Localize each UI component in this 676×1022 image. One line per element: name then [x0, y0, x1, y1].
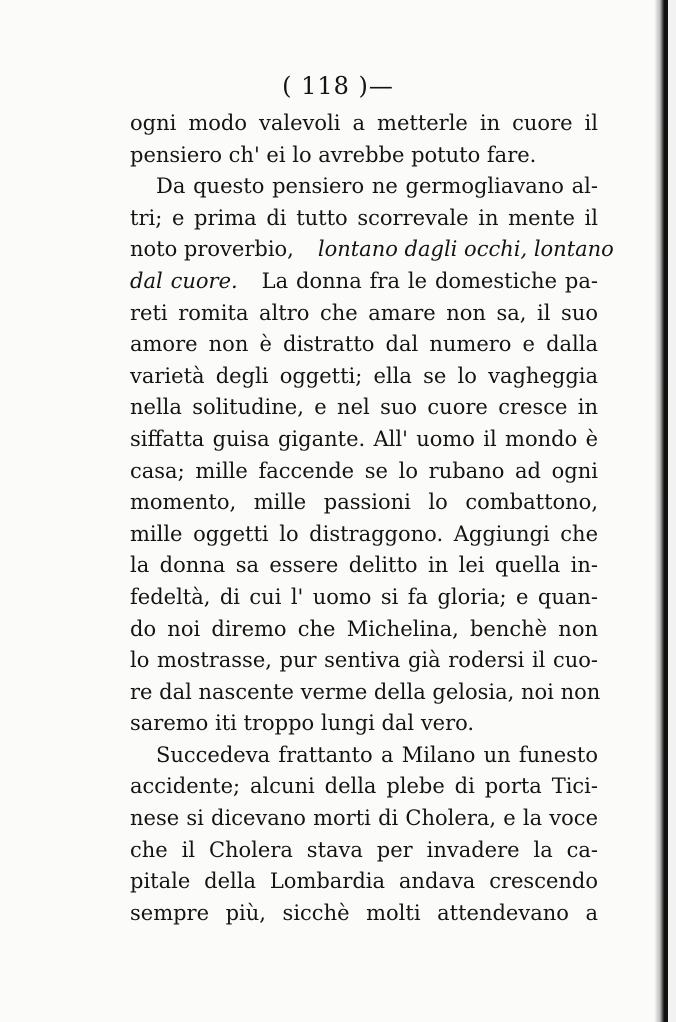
text-line: nese si dicevano morti di Cholera, e la voce [130, 806, 598, 831]
text-line: momento, mille passioni lo combattono, [130, 490, 598, 515]
page-edge [668, 0, 676, 1022]
text-segment: noto proverbio, [130, 237, 294, 262]
text-line: pitale della Lombardia andava crescendo [130, 869, 598, 894]
text-line: saremo iti troppo lungi dal vero. [130, 711, 475, 736]
text-line: do noi diremo che Michelina, benchè non [130, 616, 598, 641]
italic-segment: lontano dagli occhi, lontano [317, 237, 614, 262]
text-line: pensiero ch' ei lo avrebbe potuto fare. [130, 142, 537, 167]
text-line: Da questo pensiero ne germogliavano al- [156, 174, 598, 199]
text-line: nella solitudine, e nel suo cuore cresce in [130, 395, 598, 420]
text-line: reti romita altro che amare non sa, il suo [130, 300, 598, 325]
text-line: varietà degli oggetti; ella se lo vagheggia [130, 363, 598, 388]
text-line: amore non è distratto dal numero e dalla [130, 332, 598, 357]
text-line: re dal nascente verme della gelosia, noi non [130, 679, 601, 704]
binding-shadow [654, 0, 664, 1022]
text-line: Succedeva frattanto a Milano un funesto [156, 742, 598, 767]
text-line: accidente; alcuni della plebe di porta Tici- [130, 774, 598, 799]
text-line [130, 234, 614, 266]
text-line: casa; mille faccende se lo rubano ad ogni [130, 458, 598, 483]
page-number-header: ( 118 )— [282, 72, 394, 100]
text-line: tri; e prima di tutto scorrevale in mente il [130, 205, 598, 230]
text-line: ogni modo valevoli a metterle in cuore il [130, 111, 598, 135]
text-line: sempre più, sicchè molti attendevano a [130, 900, 598, 925]
text-line: lo mostrasse, pur sentiva già rodersi il cuo- [130, 648, 598, 673]
body-text [130, 108, 614, 929]
text-line: la donna sa essere delitto in lei quella in- [130, 553, 598, 578]
text-line: siffatta guisa gigante. All' uomo il mondo è [130, 426, 598, 451]
text-line [130, 266, 598, 298]
text-segment: La donna fra le domestiche pa- [261, 268, 598, 293]
italic-segment: dal cuore. [130, 268, 238, 293]
text-line: mille oggetti lo distraggono. Aggiungi che [130, 521, 598, 546]
binding-line [664, 0, 668, 1022]
text-line: fedeltà, di cui l' uomo si fa gloria; e quan- [130, 584, 598, 609]
text-line: che il Cholera stava per invadere la ca- [130, 837, 598, 862]
